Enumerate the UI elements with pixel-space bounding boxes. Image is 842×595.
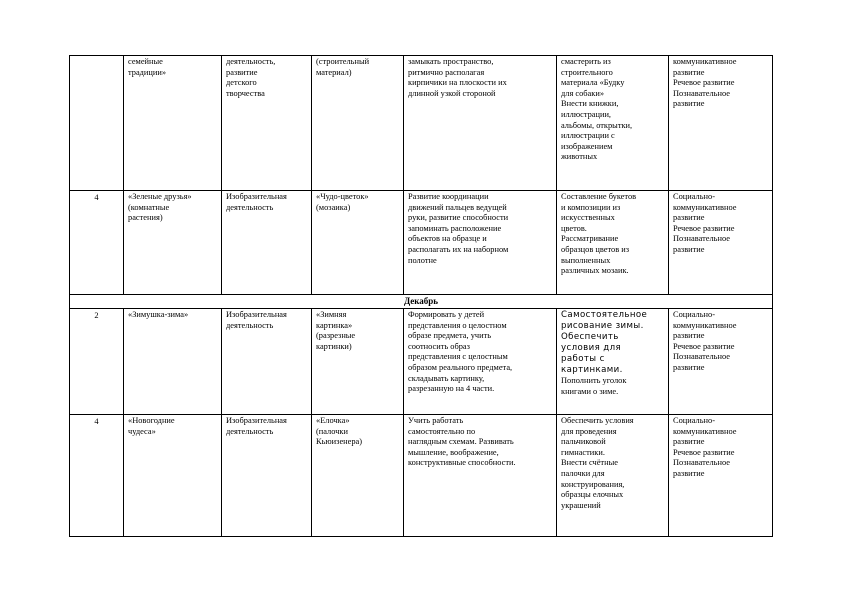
cell-line: развитие xyxy=(673,244,705,254)
cell-tasks xyxy=(404,191,557,295)
cell-environment xyxy=(557,309,669,415)
cell-line: материал) xyxy=(316,67,352,77)
cell-tasks xyxy=(404,309,557,415)
table-row xyxy=(70,191,773,295)
cell-material xyxy=(312,309,404,415)
month-header: Декабрь xyxy=(70,295,773,309)
table-row xyxy=(70,56,773,191)
cell-line: запоминать расположение xyxy=(408,223,502,233)
cell-line: (комнатные xyxy=(128,202,170,212)
cell-line: для собаки» xyxy=(561,88,605,98)
cell-line: соотносить образ xyxy=(408,341,470,351)
cell-line: «Зимушка-зима» xyxy=(128,310,189,319)
cell-line: коммуникативное xyxy=(673,426,737,436)
cell-line: развитие xyxy=(673,468,705,478)
cell-line: коммуникативное xyxy=(673,320,737,330)
cell-line: цветов. xyxy=(561,223,587,233)
cell-line: Внести счётные xyxy=(561,458,618,468)
cell-line: представления о целостном xyxy=(408,320,507,330)
cell-line: материала «Будку xyxy=(561,78,625,88)
cell-activity xyxy=(222,309,312,415)
cell-environment xyxy=(557,191,669,295)
cell-line: гимнастики. xyxy=(561,447,605,457)
cell-line: Внести книжки, xyxy=(561,99,619,109)
cell-line: конструктивные способности. xyxy=(408,458,516,468)
cell-line: Формировать у детей xyxy=(408,310,485,319)
cell-num: 4 xyxy=(70,191,124,295)
cell-line: Обеспечить условия xyxy=(561,416,634,425)
cell-num: 4 xyxy=(70,415,124,537)
plan-table xyxy=(69,55,773,537)
cell-line: Обеспечить xyxy=(561,332,619,342)
cell-areas xyxy=(669,415,773,537)
cell-theme xyxy=(124,415,222,537)
cell-activity xyxy=(222,56,312,191)
cell-line: деятельность xyxy=(226,320,274,330)
cell-line: полотне xyxy=(408,255,437,265)
cell-line: «Новогодние xyxy=(128,416,175,425)
cell-line: коммуникативное xyxy=(673,202,737,212)
cell-line: движений пальцев ведущей xyxy=(408,202,507,212)
cell-line: самостоятельно по xyxy=(408,426,476,436)
cell-line: чудеса» xyxy=(128,426,156,436)
cell-line: книгами о зиме. xyxy=(561,386,619,396)
cell-tasks xyxy=(404,56,557,191)
cell-line: коммуникативное xyxy=(673,57,737,66)
cell-line: Изобразительная xyxy=(226,310,287,319)
cell-line: деятельность, xyxy=(226,57,276,66)
cell-line: складывать картинку, xyxy=(408,373,485,383)
cell-line: наглядным схемам. Развивать xyxy=(408,437,514,447)
cell-material xyxy=(312,191,404,295)
cell-line: развитие xyxy=(673,213,705,223)
cell-line: искусственных xyxy=(561,213,615,223)
cell-line: развитие xyxy=(673,331,705,341)
cell-line: пальчиковой xyxy=(561,437,606,447)
cell-areas xyxy=(669,56,773,191)
cell-material xyxy=(312,415,404,537)
cell-line: «Зеленые друзья» xyxy=(128,192,192,201)
cell-line: Познавательное xyxy=(673,234,730,244)
cell-line: образцы елочных xyxy=(561,490,624,500)
cell-line: «Чудо-цветок» xyxy=(316,192,369,201)
cell-line: развитие xyxy=(226,67,258,77)
cell-material xyxy=(312,56,404,191)
cell-activity xyxy=(222,415,312,537)
cell-activity xyxy=(222,191,312,295)
cell-line: представления с целостным xyxy=(408,352,508,362)
cell-line: кирпичики на плоскости их xyxy=(408,78,507,88)
cell-line: образом реального предмета, xyxy=(408,362,513,372)
cell-line: иллюстрации, xyxy=(561,109,612,119)
cell-line: Познавательное xyxy=(673,88,730,98)
table-row xyxy=(70,415,773,537)
cell-line: Пополнить уголок xyxy=(561,376,627,385)
cell-num xyxy=(70,56,124,191)
cell-line: украшений xyxy=(561,500,601,510)
cell-line: картинки) xyxy=(316,341,352,351)
cell-line: образцов цветов из xyxy=(561,244,630,254)
cell-areas xyxy=(669,309,773,415)
cell-line: Развитие координации xyxy=(408,192,489,201)
cell-line: (палочки xyxy=(316,426,348,436)
cell-line: традиции» xyxy=(128,67,167,77)
cell-line: смастерить из xyxy=(561,57,611,66)
cell-line: Познавательное xyxy=(673,458,730,468)
cell-line: длинной узкой стороной xyxy=(408,88,496,98)
cell-line: (разрезные xyxy=(316,331,356,341)
cell-line: животных xyxy=(561,152,598,162)
cell-line: деятельность xyxy=(226,202,274,212)
cell-line: (мозаика) xyxy=(316,202,351,212)
cell-line: картинка» xyxy=(316,320,353,330)
cell-line: ритмично располагая xyxy=(408,67,485,77)
cell-line: Социально- xyxy=(673,310,715,319)
cell-line: Речевое развитие xyxy=(673,78,735,88)
cell-line: Речевое развитие xyxy=(673,223,735,233)
cell-line: «Зимняя xyxy=(316,310,347,319)
cell-line: Речевое развитие xyxy=(673,341,735,351)
cell-line: рисование зимы. xyxy=(561,321,644,331)
cell-theme xyxy=(124,191,222,295)
cell-line: мышление, воображение, xyxy=(408,447,499,457)
cell-line: Рассматривание xyxy=(561,234,619,244)
cell-line: Социально- xyxy=(673,192,715,201)
cell-line: Самостоятельное xyxy=(561,310,648,320)
cell-line: детского xyxy=(226,78,257,88)
cell-line: Составление букетов xyxy=(561,192,637,201)
cell-line: семейные xyxy=(128,57,163,66)
cell-line: Изобразительная xyxy=(226,192,287,201)
cell-line: строительного xyxy=(561,67,613,77)
cell-line: Социально- xyxy=(673,416,715,425)
cell-line: деятельность xyxy=(226,426,274,436)
cell-line: растения) xyxy=(128,213,163,223)
cell-line: для проведения xyxy=(561,426,617,436)
cell-line: работы с xyxy=(561,354,605,364)
cell-num: 2 xyxy=(70,309,124,415)
cell-line: «Елочка» xyxy=(316,416,350,425)
cell-line: картинками. xyxy=(561,365,623,375)
cell-line: замыкать пространство, xyxy=(408,57,494,66)
cell-line: развитие xyxy=(673,362,705,372)
cell-line: творчества xyxy=(226,88,265,98)
cell-line: иллюстрации с xyxy=(561,131,615,141)
cell-line: Учить работать xyxy=(408,416,464,425)
cell-line: конструирования, xyxy=(561,479,625,489)
cell-line: различных мозаик. xyxy=(561,266,629,276)
cell-line: Речевое развитие xyxy=(673,447,735,457)
cell-line: и композиции из xyxy=(561,202,621,212)
cell-line: палочки для xyxy=(561,468,605,478)
cell-theme xyxy=(124,309,222,415)
cell-environment xyxy=(557,56,669,191)
cell-theme xyxy=(124,56,222,191)
cell-line: объектов на образце и xyxy=(408,234,487,244)
month-row xyxy=(70,295,773,309)
table-row xyxy=(70,309,773,415)
cell-line: развитие xyxy=(673,67,705,77)
cell-line: располагать их на наборном xyxy=(408,244,509,254)
cell-line: изображением xyxy=(561,141,613,151)
cell-line: руки, развитие способности xyxy=(408,213,509,223)
cell-line: выполненных xyxy=(561,255,611,265)
cell-line: Познавательное xyxy=(673,352,730,362)
cell-line: Изобразительная xyxy=(226,416,287,425)
cell-line: Кьюизенера) xyxy=(316,437,363,447)
cell-line: развитие xyxy=(673,437,705,447)
cell-line: развитие xyxy=(673,99,705,109)
cell-line: альбомы, открытки, xyxy=(561,120,633,130)
cell-line: разрезанную на 4 части. xyxy=(408,384,495,394)
cell-tasks xyxy=(404,415,557,537)
cell-line: условия для xyxy=(561,343,622,353)
cell-environment xyxy=(557,415,669,537)
cell-line: (строительный xyxy=(316,57,370,66)
cell-areas xyxy=(669,191,773,295)
cell-line: образе предмета, учить xyxy=(408,331,492,341)
